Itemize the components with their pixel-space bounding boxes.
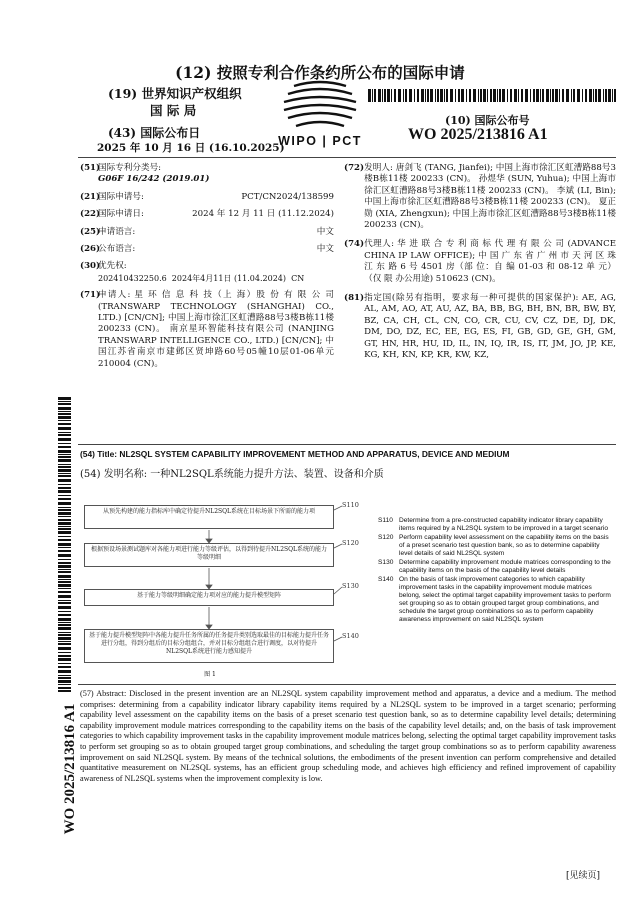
barcode-bar xyxy=(58,432,71,433)
barcode-bar xyxy=(374,89,376,102)
barcode-bar xyxy=(461,89,464,102)
pub-date-label: (43) 国际公布日 xyxy=(108,126,201,140)
barcode-bar xyxy=(58,450,71,453)
barcode-bar xyxy=(58,677,71,679)
barcode-bar xyxy=(533,89,535,102)
barcode-bar xyxy=(391,89,392,102)
barcode-bar xyxy=(58,543,71,546)
barcode-bar xyxy=(394,89,396,102)
field-22-label: 国际申请日: xyxy=(98,209,144,220)
barcode-bar xyxy=(58,420,71,421)
barcode-bar xyxy=(562,89,564,102)
legend-item-s130: S130 Determine capability improvement module matrices corresponding to the capability items on the basis of the capability level details xyxy=(378,559,611,574)
barcode-bar xyxy=(58,469,71,472)
barcode-bar xyxy=(58,466,71,468)
barcode-bar xyxy=(58,637,71,640)
barcode-bar xyxy=(414,89,415,102)
barcode-bar xyxy=(437,89,439,102)
field-21-label: 国际申请号: xyxy=(98,191,144,202)
barcode-bar xyxy=(378,89,381,102)
barcode-bar xyxy=(552,89,554,102)
barcode-bar xyxy=(58,643,71,645)
wipo-emblem-icon xyxy=(272,80,368,132)
barcode-bar xyxy=(58,565,71,568)
barcode-bar xyxy=(58,536,71,537)
left-column xyxy=(80,163,334,370)
barcode-bar xyxy=(58,528,71,530)
barcode-bar xyxy=(58,498,71,500)
barcode-bar xyxy=(58,519,71,521)
barcode-bar xyxy=(466,89,467,102)
barcode-bar xyxy=(521,89,523,102)
barcode-bar xyxy=(403,89,404,102)
barcode-bar xyxy=(446,89,448,102)
barcode-bar xyxy=(58,438,71,441)
barcode-bar xyxy=(573,89,575,102)
barcode-bar xyxy=(58,495,71,496)
wipo-logo-text: WIPO | PCT xyxy=(278,134,362,148)
flow-step-1-label: S110 xyxy=(342,501,359,509)
barcode-bar xyxy=(58,446,71,448)
barcode-bar xyxy=(427,89,429,102)
barcode-bar xyxy=(58,443,71,444)
org-name: (19) 世界知识产权组织 xyxy=(108,86,242,101)
barcode-bar xyxy=(58,509,71,511)
pub-number-label: (10) 国际公布号 xyxy=(445,114,530,127)
barcode-bar xyxy=(58,559,71,560)
barcode-bar xyxy=(58,475,71,477)
barcode-bar xyxy=(58,606,71,609)
barcode-bar xyxy=(58,575,71,578)
barcode-bar xyxy=(58,423,71,425)
barcode-bar xyxy=(58,539,71,541)
barcode-bar xyxy=(58,618,71,621)
barcode-bar xyxy=(58,680,71,683)
barcode-bar xyxy=(58,569,71,570)
barcode-bar xyxy=(58,622,71,623)
wipo-logo xyxy=(272,80,368,150)
barcode-bar xyxy=(58,413,71,415)
barcode-bar xyxy=(478,89,479,102)
barcode-bar xyxy=(58,434,71,436)
flowchart-figure xyxy=(80,494,374,680)
field-26-value: 中文 xyxy=(316,244,334,255)
field-71-number: (71) xyxy=(80,290,101,301)
field-22-number: (22) xyxy=(80,209,101,220)
barcode-bar xyxy=(58,562,71,564)
barcode-bar xyxy=(546,89,549,102)
barcode-bar xyxy=(368,89,371,102)
side-publication-number: WO 2025/213816 A1 xyxy=(62,703,78,835)
barcode-bar xyxy=(612,89,613,102)
title-english: (54) Title: NL2SQL SYSTEM CAPABILITY IMPROVEMENT METHOD AND APPARATUS, DEVICE AND MEDIUM xyxy=(80,449,510,459)
barcode-bar xyxy=(469,89,471,102)
field-51-number: (51) xyxy=(80,163,101,173)
barcode-bar xyxy=(577,89,580,102)
barcode-bar xyxy=(58,632,71,633)
barcode-bar xyxy=(582,89,583,102)
barcode-bar xyxy=(571,89,572,102)
barcode-bar xyxy=(435,89,436,102)
barcode-bar xyxy=(444,89,445,102)
barcode-bar xyxy=(58,522,71,525)
barcode-bar xyxy=(58,427,71,430)
field-51-label: 国际专利分类号: xyxy=(98,163,162,173)
barcode-bar xyxy=(58,547,71,548)
barcode-bar xyxy=(530,89,531,102)
right-column xyxy=(344,163,616,362)
barcode-bar xyxy=(499,89,501,102)
barcode-bar xyxy=(58,571,71,573)
barcode-bar xyxy=(58,655,71,657)
barcode-bar xyxy=(502,89,505,102)
org-bureau: 国 际 局 xyxy=(150,103,197,118)
barcode-bar xyxy=(58,647,71,650)
barcode-bar xyxy=(58,507,71,508)
figure-legend xyxy=(378,517,614,624)
barcode-bar xyxy=(58,624,71,626)
barcode-bar xyxy=(409,89,412,102)
barcode-bar xyxy=(598,89,601,102)
field-25-label: 申请语言: xyxy=(98,226,136,237)
flow-step-1-box: 从预先构建的能力指标库中确定待提升NL2SQL系统在目标场景下所需的能力项 xyxy=(84,505,334,529)
barcode-bar xyxy=(487,89,488,102)
barcode-bar xyxy=(372,89,373,102)
flow-step-2-label: S120 xyxy=(342,539,359,547)
field-30-number: (30) xyxy=(80,261,101,272)
barcode-bar xyxy=(58,595,71,598)
field-81-number: (81) xyxy=(344,293,365,304)
barcode-bar xyxy=(58,584,71,587)
field-74-number: (74) xyxy=(344,239,365,250)
field-30-value: 202410432250.6 2024年4月11日 (11.04.2024) CN xyxy=(98,273,305,283)
barcode-bar xyxy=(58,581,71,583)
document-title: (12) 按照专利合作条约所公布的国际申请 xyxy=(175,63,465,82)
barcode-bar xyxy=(58,614,71,616)
barcode-bar xyxy=(58,479,71,482)
barcode-bar xyxy=(58,407,71,410)
barcode-bar xyxy=(405,89,407,102)
field-51-value: G06F 16/242 (2019.01) xyxy=(98,174,210,185)
barcode-bar xyxy=(497,89,498,102)
barcode-bar xyxy=(398,89,401,102)
continued-note: [见续页] xyxy=(566,871,601,881)
field-22-value: 2024 年 12 月 11 日 (11.12.2024) xyxy=(192,209,334,220)
barcode-bar xyxy=(555,89,558,102)
barcode-bar xyxy=(58,403,71,405)
field-25-number: (25) xyxy=(80,226,101,237)
barcode-bar xyxy=(58,641,71,642)
flow-step-3-box: 基于能力等级明细确定能力项对应的能力提升模型矩阵 xyxy=(84,589,334,606)
barcode-bar xyxy=(421,89,424,102)
field-21-value: PCT/CN2024/138599 xyxy=(241,191,334,202)
barcode-bar xyxy=(58,670,71,673)
barcode-bar xyxy=(455,89,456,102)
field-72-inventors: 发明人: 唐剑飞 (TANG, Jianfei); 中国上海市徐汇区虹漕路88号3楼B栋11楼 200233 (CN)。 孙煜华 (SUN, Yuhua); 中国上海市徐汇区虹漕路88号3楼B栋11楼 200233 (CN)。 李斌 (LI, Bin); 中国上海市徐汇区虹漕路88号3楼B栋11楼 200233 (CN)。 夏正勋 (XIA, Zhengxun); 中国上海市徐汇区虹漕路88号3楼B栋11楼 200233 (CN)。 xyxy=(364,163,616,231)
barcode-bar xyxy=(608,89,611,102)
barcode-bar xyxy=(58,502,71,505)
legend-item-s140: S140 On the basis of task improvement categories to which capability improvement tasks in the capability improvement module matrices belong, select the optimal target capability improvement tasks to perform set grouping so as to obtain grouped target group combinations, and schedule the target group combinations so as to perform capability awareness improvement on said NL2SQL system xyxy=(378,576,611,623)
barcode-bar xyxy=(510,89,512,102)
barcode-bar xyxy=(58,658,71,661)
barcode-bar xyxy=(58,611,71,612)
barcode-bar xyxy=(566,89,569,102)
barcode-bar xyxy=(58,473,71,474)
field-71-applicants: 申请人: 星 环 信 息 科 技（上 海）股 份 有 限 公 司 (TRANSWARP TECHNOLOGY (SHANGHAI) CO., LTD.) [CN/CN]; 中国上海市徐汇区虹漕路88号3楼B栋11楼 200233 (CN)。 南京星环智能科技有限公司 (NANJING TRANSWARP INTELLIGENCE CO., LTD.) [CN/CN]; 中国江苏省南京市建邺区贤坤路60号05幢10层01-06单元 210004 (CN)。 xyxy=(98,290,334,369)
barcode-bar xyxy=(58,454,71,455)
barcode-bar xyxy=(58,490,71,493)
field-74-agent: 代理人: 华 进 联 合 专 利 商 标 代 理 有 限 公 司 (ADVANCE CHINA IP LAW OFFICE); 中 国 广 东 省 广 州 市 天 河 区 珠 江 东 路 6 号 4501 房（部 位：自 编 01-03 和 08-12 单 元）（仅 限 办公用途) 510623 (CN)。 xyxy=(364,239,616,284)
barcode-bar xyxy=(58,397,71,400)
barcode-bar xyxy=(458,89,460,102)
barcode-bar xyxy=(559,89,560,102)
field-30-label: 优先权: xyxy=(98,261,127,272)
barcode-bar xyxy=(58,464,71,465)
barcode-bar xyxy=(58,526,71,527)
barcode-bar xyxy=(58,591,71,593)
barcode-bar xyxy=(440,89,443,102)
barcode-bar xyxy=(603,89,604,102)
side-barcode xyxy=(58,397,71,692)
barcode-bar xyxy=(58,456,71,458)
barcode-bar xyxy=(58,588,71,589)
barcode-bar xyxy=(58,459,71,462)
field-72-number: (72) xyxy=(344,163,365,173)
pub-number: WO 2025/213816 A1 xyxy=(408,126,548,143)
barcode-bar xyxy=(384,89,386,102)
barcode-bar xyxy=(490,89,492,102)
barcode-bar xyxy=(430,89,433,102)
barcode-bar xyxy=(536,89,539,102)
flow-step-2-box: 根据预设场景测试题库对各能力项进行能力等级评估，以得到待提升NL2SQL系统的能力等级明细 xyxy=(84,543,334,567)
top-barcode xyxy=(368,89,616,102)
barcode-bar xyxy=(58,531,71,534)
barcode-bar xyxy=(550,89,551,102)
barcode-bar xyxy=(417,89,419,102)
legend-item-s120: S120 Perform capability level assessment on the capability items on the basis of a preset scenario test question bank, so as to determine capability level details of said NL2SQL system xyxy=(378,534,609,557)
barcode-bar xyxy=(58,550,71,552)
barcode-bar xyxy=(58,652,71,653)
barcode-bar xyxy=(542,89,544,102)
field-21-number: (21) xyxy=(80,191,101,202)
barcode-bar xyxy=(585,89,587,102)
barcode-bar xyxy=(614,89,616,102)
flow-step-4-box: 基于能力提升模型矩阵中各能力提升任务所属的任务提升类别选取最佳的目标能力提升任务进行分组，得到分组后的目标分组组合，并对目标分组组合进行调度，以对待提升NL2SQL系统进行能力感知提升 xyxy=(84,629,334,663)
field-81-designated-states: 指定国(除另有指明，要求每一种可提供的国家保护): AE, AG, AL, AM, AO, AT, AU, AZ, BA, BB, BG, BH, BN, BR, BW, BY, BZ, CA, CH, CL, CN, CO, CR, CU, CV, CZ, DE, DJ, DK, DM, DO, DZ, EC, EE, EG, ES, FI, GB, GD, GE, GH, GM, GT, HN, HR, HU, ID, IL, IN, IQ, IR, IS, IT, JM, JO, JP, KE, KG, KH, KN, KP, KR, KW, KZ, xyxy=(364,293,616,361)
barcode-bar xyxy=(58,627,71,630)
figure-caption: 图 1 xyxy=(204,671,216,678)
barcode-bar xyxy=(493,89,496,102)
field-25-value: 中文 xyxy=(316,226,334,237)
flow-step-4-label: S140 xyxy=(342,632,359,640)
barcode-bar xyxy=(58,487,71,489)
barcode-bar xyxy=(589,89,592,102)
barcode-bar xyxy=(58,512,71,515)
barcode-bar xyxy=(58,416,71,419)
barcode-bar xyxy=(58,411,71,412)
barcode-bar xyxy=(58,602,71,604)
title-chinese: (54) 发明名称: 一种NL2SQL系统能力提升方法、装置、设备和介质 xyxy=(80,469,384,480)
barcode-bar xyxy=(595,89,597,102)
barcode-bar xyxy=(518,89,519,102)
field-26-label: 公布语言: xyxy=(98,244,136,255)
barcode-bar xyxy=(58,401,71,402)
barcode-bar xyxy=(480,89,482,102)
barcode-bar xyxy=(450,89,453,102)
barcode-bar xyxy=(58,663,71,664)
field-26-number: (26) xyxy=(80,244,101,255)
barcode-bar xyxy=(382,89,383,102)
legend-item-s110: S110 Determine from a pre-constructed capability indicator library capability items required by a NL2SQL system to be improved in a target scenario xyxy=(378,517,609,532)
barcode-bar xyxy=(473,89,476,102)
barcode-bar xyxy=(58,579,71,580)
barcode-bar xyxy=(58,634,71,636)
barcode-bar xyxy=(483,89,486,102)
barcode-bar xyxy=(58,600,71,601)
barcode-bar xyxy=(540,89,541,102)
barcode-bar xyxy=(58,675,71,676)
flow-arrows xyxy=(80,494,374,680)
barcode-bar xyxy=(58,554,71,557)
abstract: (57) Abstract: Disclosed in the present invention are an NL2SQL system capability improvement method and apparatus, a device and a medium. The method comprises: determining from a capability indicator library capability items required by a NL2SQL system to be improved in a target scenario; performing capability level assessment on the capability items on the basis of a preset scenario test question bank, so as to determine capability level details; determining capability improvement module matrices corresponding to the capability items on the basis of the capability level details; and, on the basis of task improvement categories to which capability improvement tasks in the capability improvement module matrices belong, selecting the optimal target capability improvement tasks to perform set grouping so as to obtain grouped target group combinations, and scheduling the target group combinations so as to perform capability awareness improvement on said NL2SQL system. By means of the technical solutions, the embodiments of the present invention can perform comprehensive and detailed quantitative measurement on NL2SQL systems, has an efficient group scheduling mode, and achieves high efficiency and refined improvement of capability awareness of NL2SQL systems when the improvement complexity is low. xyxy=(80,689,616,783)
pub-date: 2025 年 10 月 16 日 (16.10.2025) xyxy=(97,142,285,154)
barcode-bar xyxy=(425,89,426,102)
barcode-bar xyxy=(605,89,607,102)
barcode-bar xyxy=(514,89,517,102)
barcode-bar xyxy=(387,89,390,102)
barcode-bar xyxy=(507,89,508,102)
barcode-bar xyxy=(525,89,528,102)
barcode-bar xyxy=(58,484,71,485)
barcode-bar xyxy=(58,666,71,668)
flow-step-3-label: S130 xyxy=(342,582,359,590)
barcode-bar xyxy=(593,89,594,102)
barcode-bar xyxy=(58,516,71,517)
